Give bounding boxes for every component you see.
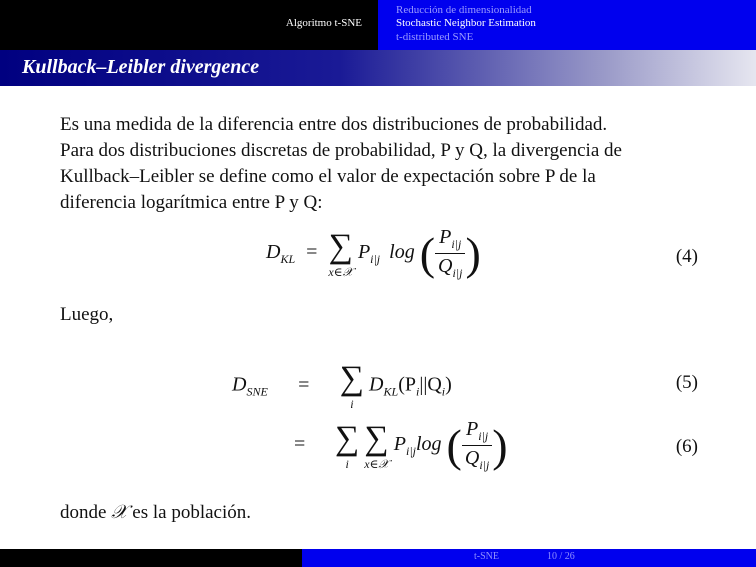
footer-page-number: 10 / 26: [547, 551, 575, 562]
frame-title: Kullback–Leibler divergence: [22, 56, 260, 78]
nav-subsection-reduccion[interactable]: Reducción de dimensionalidad: [396, 4, 532, 16]
equation-6: = ∑ i ∑ x∈𝒳 $P_{i|j}\log$ ( $\frac{P_{i|j}}{Q_{i|j}}$ ): [294, 418, 508, 472]
sum-symbol: ∑ x∈𝒳: [328, 227, 353, 279]
nav-subsection-sne[interactable]: Stochastic Neighbor Estimation: [396, 17, 536, 29]
fraction: $\frac{P_{i|j}}{Q_{i|j}}$: [462, 418, 492, 473]
footer-left: [0, 549, 302, 567]
equation-4: $D_{KL}$ = ∑ x∈𝒳 $P_{i|j}$ log ( $\frac{P_{i|j}}{Q_{i|j}}$ ): [266, 226, 481, 280]
footer-right: [302, 549, 756, 567]
conclusion-text: donde 𝒳 es la población.: [60, 502, 251, 523]
intro-line: diferencia logarítmica entre P y Q:: [60, 192, 323, 213]
equation-number-6: (6): [675, 436, 698, 457]
intro-paragraph: [60, 112, 700, 216]
sum-symbol: ∑ x∈𝒳: [364, 419, 389, 471]
intro-line: Para dos distribuciones discretas de probabilidad, P y Q, la divergencia de: [60, 140, 622, 161]
nav-section-title[interactable]: Algoritmo t-SNE: [285, 17, 362, 29]
intro-line: Es una medida de la diferencia entre dos distribuciones de probabilidad.: [60, 114, 608, 135]
sum-symbol: ∑ i: [339, 360, 365, 411]
fraction: $\frac{P_{i|j}}{Q_{i|j}}$: [435, 226, 465, 281]
equation-number-4: (4): [675, 246, 698, 267]
header-nav-right: [378, 0, 756, 50]
equation-5: $D_{SNE}$ = ∑ i $D_{KL}(P_i||Q_i)$: [232, 360, 452, 411]
sum-symbol: ∑ i: [335, 419, 360, 471]
footer-title[interactable]: t-SNE: [474, 551, 499, 562]
header-nav-left: [0, 0, 378, 50]
intro-line: Kullback–Leibler se define como el valor de expectación sobre P de la: [60, 166, 596, 187]
nav-subsection-tsne[interactable]: t-distributed SNE: [396, 31, 474, 43]
frame-title-bar: [0, 50, 756, 86]
luego-text: Luego,: [60, 304, 114, 325]
equation-number-5: (5): [675, 372, 698, 393]
